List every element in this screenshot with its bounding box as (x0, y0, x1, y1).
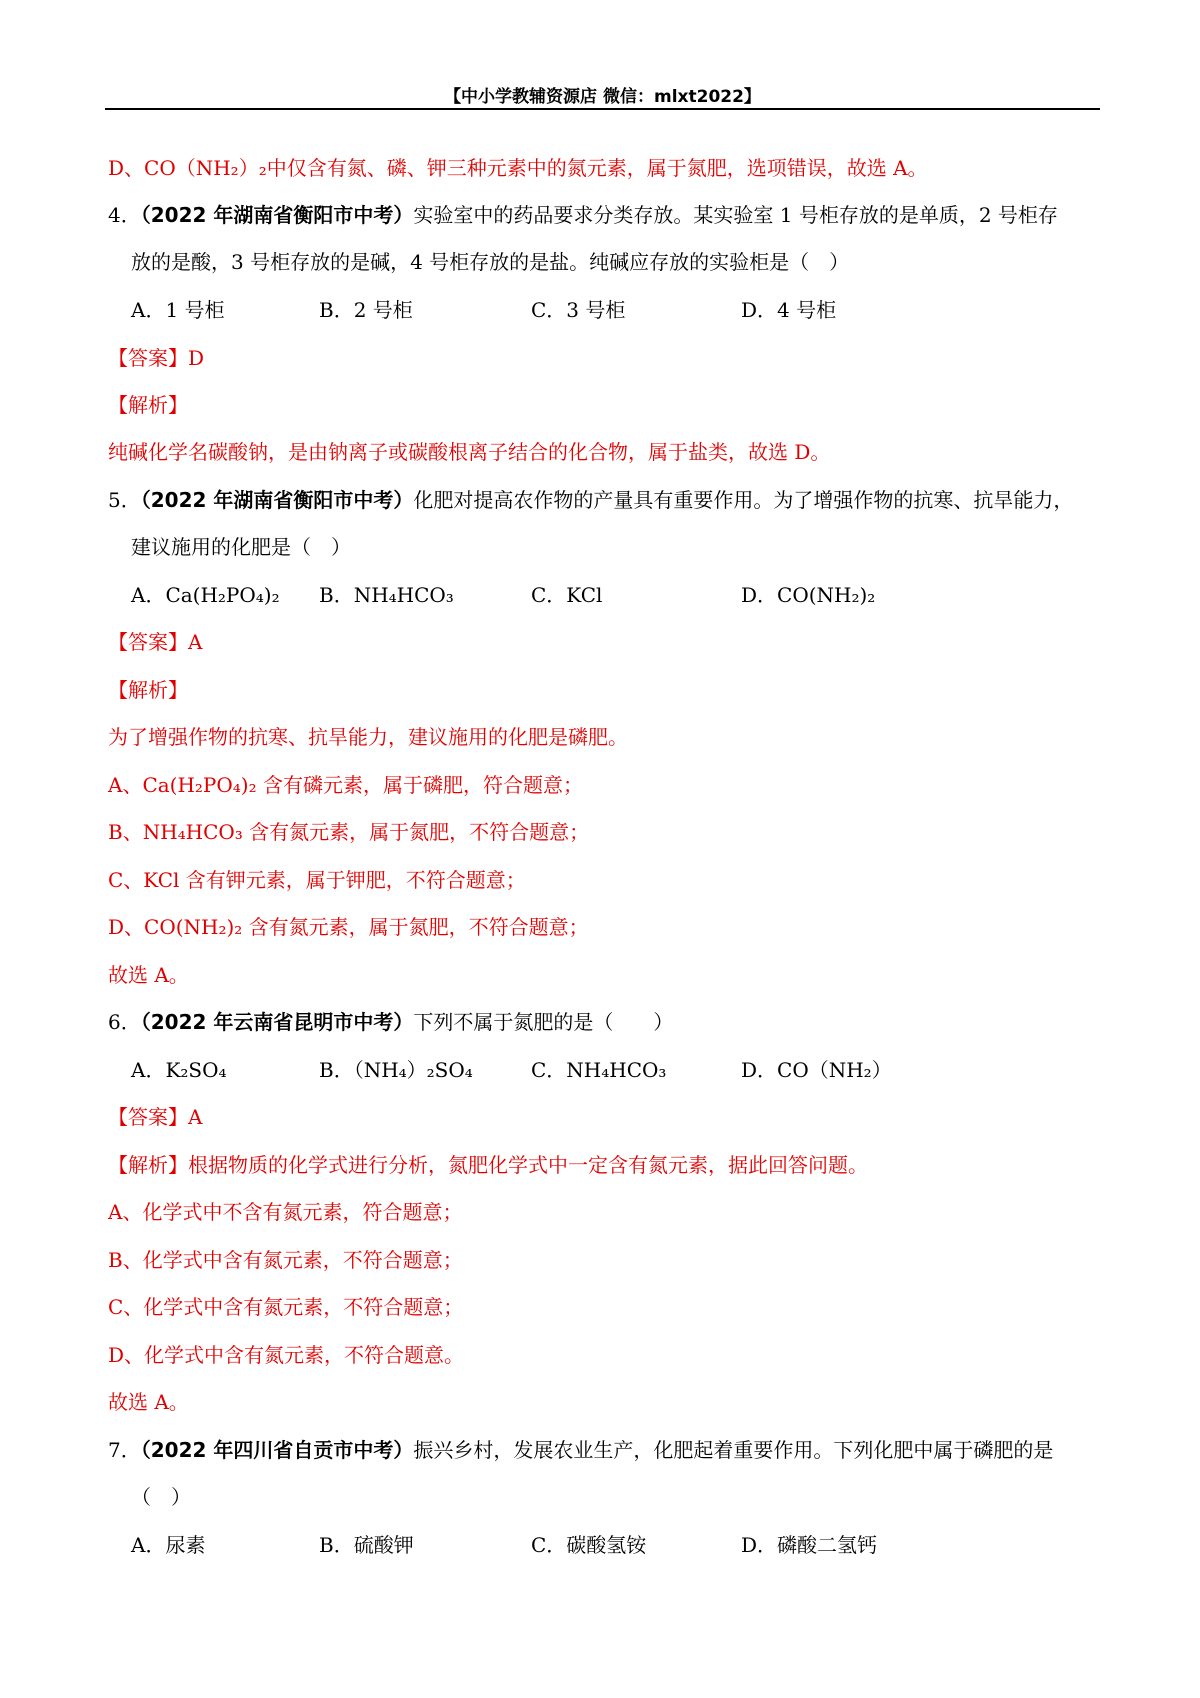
q6-answer: 【答案】A (108, 1105, 203, 1129)
q6-analysis-line: D、化学式中含有氮元素，不符合题意。 (108, 1343, 465, 1367)
q6-analysis-line: 故选 A。 (108, 1390, 189, 1414)
q6-analysis (108, 1151, 868, 1179)
q7-option-b: B．硫酸钾 (319, 1533, 414, 1557)
header-rule (105, 108, 1100, 110)
q6-stem-line1 (108, 1008, 673, 1036)
q6-analysis-line: A、化学式中不含有氮元素，符合题意； (108, 1200, 463, 1224)
q5-analysis-line: D、CO(NH₂)₂ 含有氮元素，属于氮肥，不符合题意； (108, 915, 589, 939)
q7-option-a: A．尿素 (131, 1533, 206, 1557)
q7-option-d: D．磷酸二氢钙 (741, 1533, 878, 1557)
q6-analysis-line: C、化学式中含有氮元素，不符合题意； (108, 1295, 464, 1319)
q5-number: 5． (108, 488, 141, 512)
q7-stem-line2: （ ） (131, 1485, 191, 1509)
q5-option-b: B．NH₄HCO₃ (319, 583, 454, 607)
q5-option-d: D．CO(NH₂)₂ (741, 583, 876, 607)
q6-source: （2022 年云南省昆明市中考） (140, 1010, 414, 1034)
q4-stem-text1: 实验室中的药品要求分类存放。某实验室 1 号柜存放的是单质，2 号柜存 (413, 203, 1058, 227)
q6-analysis-label: 【解析】 (108, 1153, 188, 1177)
q4-source: （2022 年湖南省衡阳市中考） (140, 203, 414, 227)
q5-analysis-line: C、KCl 含有钾元素，属于钾肥，不符合题意； (108, 868, 526, 892)
q7-number: 7． (108, 1438, 141, 1462)
q7-option-c: C．碳酸氢铵 (531, 1533, 647, 1557)
q4-stem-line2: 放的是酸，3 号柜存放的是碱，4 号柜存放的是盐。纯碱应存放的实验柜是（ ） (131, 250, 850, 274)
q3-explanation-d: D、CO（NH₂）₂中仅含有氮、磷、钾三种元素中的氮元素，属于氮肥，选项错误，故选 A。 (108, 156, 928, 180)
q4-analysis-label: 【解析】 (108, 393, 188, 417)
q5-analysis-line: B、NH₄HCO₃ 含有氮元素，属于氮肥，不符合题意； (108, 820, 590, 844)
q5-analysis-line: 故选 A。 (108, 963, 189, 987)
q4-analysis: 纯碱化学名碳酸钠，是由钠离子或碳酸根离子结合的化合物，属于盐类，故选 D。 (108, 440, 831, 464)
q6-number: 6． (108, 1010, 141, 1034)
q4-answer: 【答案】D (108, 346, 205, 370)
q4-option-b: B．2 号柜 (319, 298, 413, 322)
q5-stem-line2: 建议施用的化肥是（ ） (131, 535, 351, 559)
q5-analysis-line: 为了增强作物的抗寒、抗旱能力，建议施用的化肥是磷肥。 (108, 725, 628, 749)
q4-option-a: A．1 号柜 (131, 298, 225, 322)
q6-analysis-line: B、化学式中含有氮元素，不符合题意； (108, 1248, 463, 1272)
q6-option-d: D．CO（NH₂） (741, 1058, 892, 1082)
q5-analysis-label: 【解析】 (108, 678, 188, 702)
q6-analysis-first: 根据物质的化学式进行分析，氮肥化学式中一定含有氮元素，据此回答问题。 (188, 1153, 868, 1177)
q7-source: （2022 年四川省自贡市中考） (140, 1438, 414, 1462)
q6-option-b: B．（NH₄）₂SO₄ (319, 1058, 473, 1082)
q5-option-a: A．Ca(H₂PO₄)₂ (131, 583, 280, 607)
q4-option-c: C．3 号柜 (531, 298, 626, 322)
q6-stem-text1: 下列不属于氮肥的是（ ） (413, 1010, 674, 1034)
q5-stem-line1 (108, 486, 1073, 514)
q6-option-a: A．K₂SO₄ (131, 1058, 227, 1082)
q4-stem-line1 (108, 201, 1058, 229)
q5-stem-text1: 化肥对提高农作物的产量具有重要作用。为了增强作物的抗寒、抗旱能力， (413, 488, 1074, 512)
q5-analysis-line: A、Ca(H₂PO₄)₂ 含有磷元素，属于磷肥，符合题意； (108, 773, 583, 797)
q5-answer: 【答案】A (108, 630, 203, 654)
page-header: 【中小学教辅资源店 微信：mlxt2022】 (444, 87, 761, 107)
q7-stem-text1: 振兴乡村，发展农业生产，化肥起着重要作用。下列化肥中属于磷肥的是 (413, 1438, 1054, 1462)
q7-stem-line1 (108, 1436, 1053, 1464)
q5-option-c: C．KCl (531, 583, 603, 607)
q4-option-d: D．4 号柜 (741, 298, 837, 322)
q5-source: （2022 年湖南省衡阳市中考） (140, 488, 414, 512)
q4-number: 4． (108, 203, 141, 227)
q6-option-c: C．NH₄HCO₃ (531, 1058, 667, 1082)
